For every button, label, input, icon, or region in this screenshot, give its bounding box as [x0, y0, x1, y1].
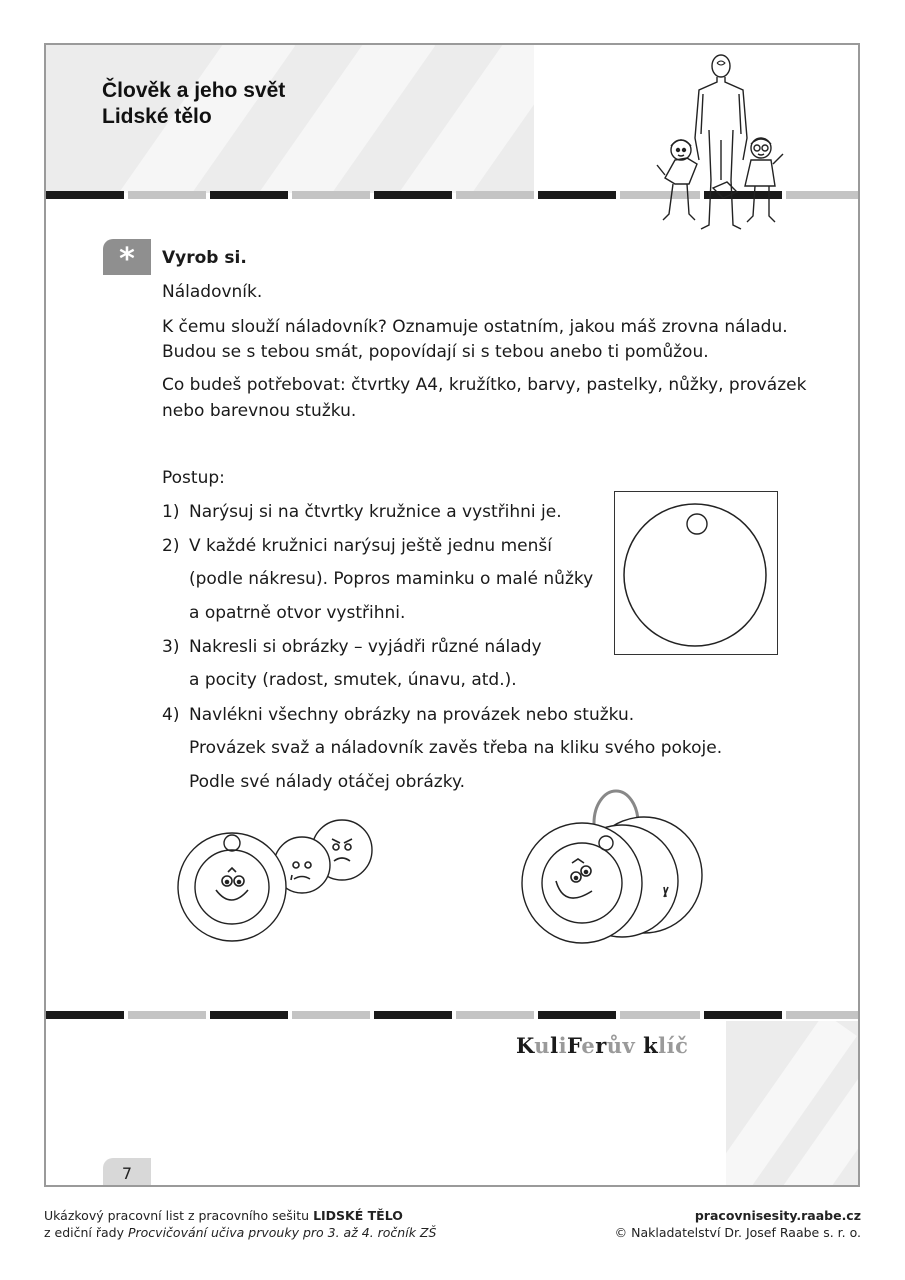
step-text: Nakresli si obrázky – vyjádři různé nálady: [189, 637, 542, 657]
footer-website-link[interactable]: pracovnisesity.raabe.cz: [694, 1208, 861, 1223]
logo-part: k: [643, 1033, 659, 1058]
activity-badge: *: [103, 239, 151, 275]
step-text: a pocity (radost, smutek, únavu, atd.).: [189, 670, 517, 690]
worksheet-frame: [44, 43, 860, 1187]
footer-left-line1: Ukázkový pracovní list z pracovního sešitu: [44, 1208, 314, 1223]
step-text: Navlékni všechny obrázky na provázek nebo stužku.: [189, 705, 635, 725]
kuliferduv-klic-logo: [516, 1033, 688, 1058]
human-body-illustration: [651, 50, 791, 235]
step-text: V každé kružnici narýsuj ještě jednu menší: [189, 536, 552, 556]
title-line-1: Člověk a jeho svět: [102, 79, 286, 102]
footer-series-name: Procvičování učiva prvouky pro 3. až 4. ročník ZŠ: [127, 1225, 437, 1240]
needs-line-1: Co budeš potřebovat: čtvrtky A4, kružítko, barvy, pastelky, nůžky, provázek: [162, 375, 807, 395]
activity-subheading: Náladovník.: [162, 282, 263, 302]
footer-left-line2: z ediční řady: [44, 1225, 128, 1240]
step-text: Narýsuj si na čtvrtky kružnice a vystřihni je.: [189, 502, 562, 522]
intro-line-2: Budou se s tebou smát, popovídají si s tebou anebo ti pomůžou.: [162, 342, 709, 362]
logo-part: K: [516, 1033, 535, 1058]
footer-copyright: © Nakladatelství Dr. Josef Raabe s. r. o.: [614, 1225, 861, 1240]
logo-part: u: [534, 1033, 551, 1058]
intro-line-1: K čemu slouží náladovník? Oznamuje ostatním, jakou máš zrovna náladu.: [162, 317, 788, 337]
circle-diagram: [614, 491, 778, 655]
logo-part: e: [581, 1033, 596, 1058]
needs-line-2: nebo barevnou stužku.: [162, 401, 357, 421]
logo-part: l: [550, 1033, 559, 1058]
logo-part: [635, 1033, 643, 1058]
logo-part: líč: [658, 1033, 689, 1058]
activity-heading: Vyrob si.: [162, 248, 247, 268]
footer-band: [726, 1021, 860, 1187]
step-number: 1): [162, 502, 180, 522]
page-number: 7: [103, 1158, 151, 1187]
procedure-label: Postup:: [162, 468, 225, 488]
step-text: Podle své nálady otáčej obrázky.: [189, 772, 466, 792]
footer-workbook-name: LIDSKÉ TĚLO: [313, 1208, 403, 1223]
step-text: (podle nákresu). Popros maminku o malé nůžky: [189, 569, 594, 589]
step-text: Provázek svaž a náladovník zavěs třeba na kliku svého pokoje.: [189, 738, 723, 758]
page-title: [102, 78, 285, 130]
step-number: 3): [162, 637, 180, 657]
logo-part: r: [595, 1033, 607, 1058]
mood-discs-illustration: [176, 817, 396, 947]
footer-left: [44, 1207, 436, 1241]
footer-right: [615, 1207, 861, 1241]
step-number: 2): [162, 536, 180, 556]
step-text: a opatrně otvor vystřihni.: [189, 603, 406, 623]
mood-discs-threaded-illustration: [516, 787, 716, 947]
title-line-2: Lidské tělo: [102, 105, 212, 128]
step-number: 4): [162, 705, 180, 725]
logo-part: i: [558, 1033, 568, 1058]
logo-part: F: [567, 1033, 582, 1058]
logo-part: ův: [606, 1033, 636, 1058]
